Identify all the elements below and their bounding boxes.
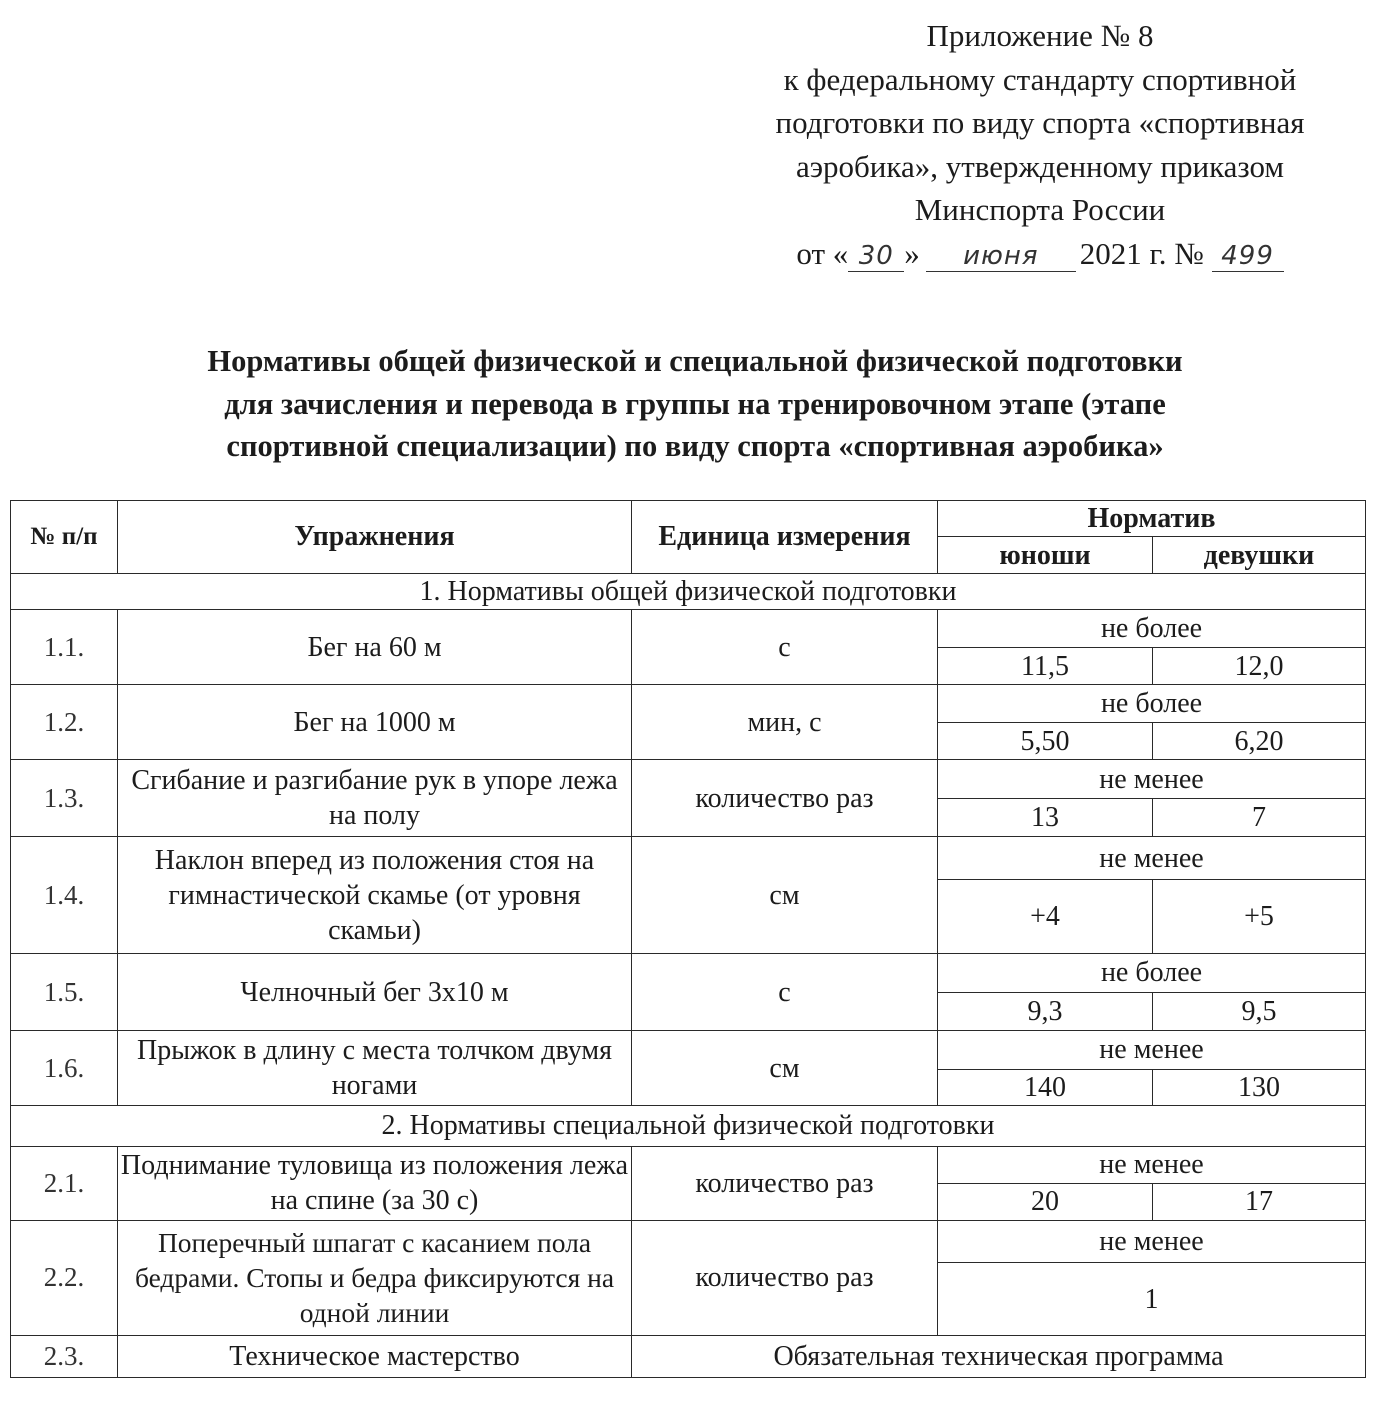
section-row: [11, 573, 1366, 609]
row-number: 1.4.: [11, 837, 118, 954]
appendix-line: подготовки по виду спорта «спортивная: [775, 105, 1305, 140]
condition-cell: не менее: [938, 837, 1366, 880]
appendix-line: Минспорта России: [914, 192, 1166, 227]
condition-cell: не более: [938, 954, 1366, 993]
header-row: [11, 501, 1366, 537]
girls-value: +5: [1153, 880, 1366, 954]
table-row: [11, 837, 1366, 880]
combined-value: Обязательная техническая программа: [632, 1336, 1366, 1378]
boys-value: 5,50: [938, 722, 1153, 760]
col-header-unit: Единица измерения: [632, 501, 938, 574]
title-line: Нормативы общей физической и специальной физической подготовки: [207, 344, 1183, 378]
unit-cell: количество раз: [632, 1146, 938, 1220]
both-value: 1: [938, 1263, 1366, 1336]
girls-value: 12,0: [1153, 647, 1366, 685]
table-row: [11, 1336, 1366, 1378]
boys-value: 11,5: [938, 647, 1153, 685]
col-header-num: № п/п: [11, 501, 118, 574]
boys-value: 13: [938, 798, 1153, 837]
appendix-line: Приложение № 8: [926, 18, 1154, 53]
row-number: 1.1.: [11, 610, 118, 685]
table-row: [11, 954, 1366, 993]
exercise-cell: Поднимание туловища из положения лежа на спине (за 30 с): [118, 1146, 632, 1220]
row-number: 1.3.: [11, 760, 118, 837]
row-number: 2.2.: [11, 1220, 118, 1336]
unit-cell: см: [632, 1031, 938, 1106]
unit-cell: количество раз: [632, 1220, 938, 1336]
unit-cell: с: [632, 954, 938, 1031]
unit-cell: количество раз: [632, 760, 938, 837]
condition-cell: не менее: [938, 1220, 1366, 1263]
condition-cell: не более: [938, 685, 1366, 723]
condition-cell: не менее: [938, 1146, 1366, 1184]
table-row: [11, 760, 1366, 799]
exercise-cell: Сгибание и разгибание рук в упоре лежа на полу: [118, 760, 632, 837]
condition-cell: не более: [938, 610, 1366, 648]
row-number: 2.3.: [11, 1336, 118, 1378]
exercise-cell: Наклон вперед из положения стоя на гимнастической скамье (от уровня скамьи): [118, 837, 632, 954]
unit-cell: с: [632, 610, 938, 685]
boys-value: 140: [938, 1069, 1153, 1105]
exercise-cell: Поперечный шпагат с касанием пола бедрами. Стопы и бедра фиксируются на одной линии: [118, 1220, 632, 1336]
girls-value: 17: [1153, 1184, 1366, 1220]
row-number: 2.1.: [11, 1146, 118, 1220]
col-header-exercise: Упражнения: [118, 501, 632, 574]
exercise-cell: Бег на 1000 м: [118, 685, 632, 760]
girls-value: 130: [1153, 1069, 1366, 1105]
norms-table: [10, 500, 1366, 1378]
boys-value: 9,3: [938, 992, 1153, 1031]
girls-value: 9,5: [1153, 992, 1366, 1031]
title-line: для зачисления и перевода в группы на тренировочном этапе (этапе: [224, 386, 1166, 421]
handwritten-month: июня: [926, 241, 1076, 272]
row-number: 1.2.: [11, 685, 118, 760]
section-row: [11, 1106, 1366, 1147]
title-line: спортивной специализации) по виду спорта «спортивная аэробика»: [226, 429, 1164, 463]
appendix-line: аэробика», утвержденному приказом: [795, 148, 1285, 184]
table-row: [11, 1220, 1366, 1263]
girls-value: 7: [1153, 798, 1366, 837]
handwritten-day: 30: [848, 241, 904, 272]
appendix-header: [700, 14, 1377, 275]
col-header-boys: юноши: [938, 537, 1153, 573]
row-number: 1.5.: [11, 954, 118, 1031]
table-row: [11, 610, 1366, 648]
document-title: [60, 340, 1330, 468]
appendix-line: к федеральному стандарту спортивной: [783, 61, 1297, 97]
section-title: 2. Нормативы специальной физической подготовки: [11, 1106, 1366, 1147]
exercise-cell: Бег на 60 м: [118, 610, 632, 685]
date-year: 2021 г. №: [1079, 235, 1204, 271]
table-row: [11, 1031, 1366, 1070]
boys-value: +4: [938, 880, 1153, 954]
row-number: 1.6.: [11, 1031, 118, 1106]
order-date-line: [700, 232, 1377, 276]
boys-value: 20: [938, 1184, 1153, 1220]
exercise-cell: Техническое мастерство: [118, 1336, 632, 1378]
col-header-girls: девушки: [1153, 537, 1366, 573]
date-mid: »: [904, 235, 920, 271]
condition-cell: не менее: [938, 760, 1366, 799]
girls-value: 6,20: [1153, 722, 1366, 760]
unit-cell: см: [632, 837, 938, 954]
condition-cell: не менее: [938, 1031, 1366, 1070]
handwritten-order-number: 499: [1212, 241, 1284, 272]
exercise-cell: Прыжок в длину с места толчком двумя ногами: [118, 1031, 632, 1106]
unit-cell: мин, с: [632, 685, 938, 760]
section-title: 1. Нормативы общей физической подготовки: [11, 573, 1366, 609]
col-header-norm: Норматив: [938, 501, 1366, 537]
exercise-cell: Челночный бег 3х10 м: [118, 954, 632, 1031]
table-row: [11, 1146, 1366, 1184]
date-prefix: от «: [796, 235, 849, 271]
table-row: [11, 685, 1366, 723]
